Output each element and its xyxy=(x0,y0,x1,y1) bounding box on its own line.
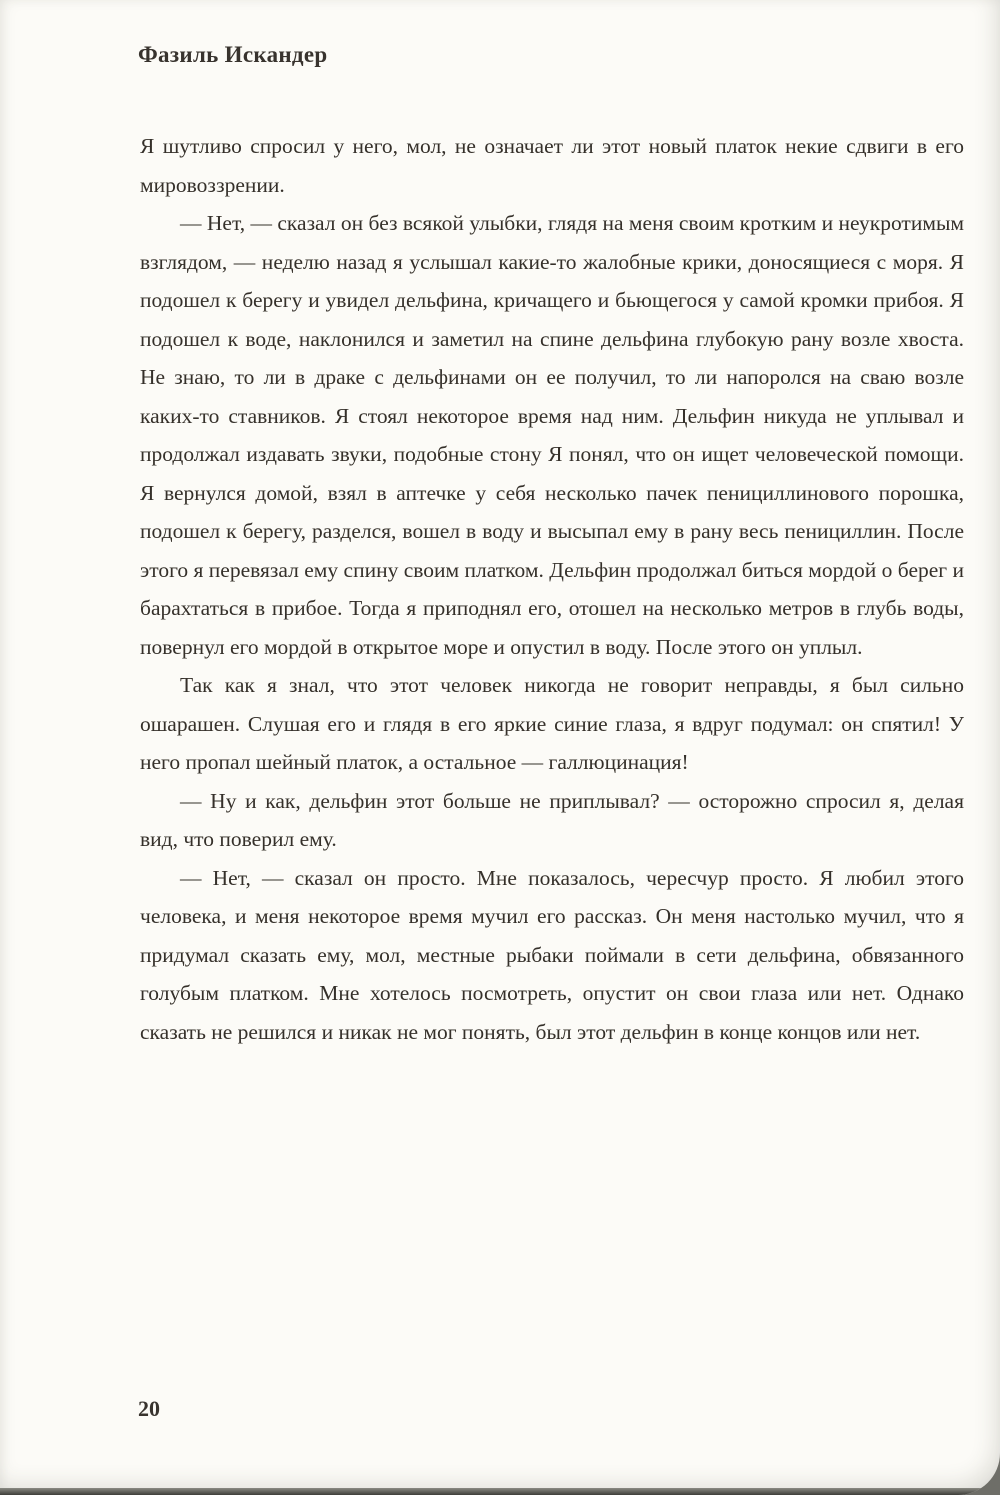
body-text xyxy=(140,127,964,1051)
running-header: Фазиль Искандер xyxy=(138,42,328,67)
paragraph-5: — Нет, — сказал он просто. Мне показалось, чересчур просто. Я любил этого человека, и меня некоторое время мучил его рассказ. Он меня настолько мучил, что я придумал сказать ему, мол, местные рыбаки поймали в сети дельфина, обвязанного голубым платком. Мне хотелось посмотреть, опустит он свои глаза или нет. Однако сказать не решился и никак не мог понять, был этот дельфин в конце концов или нет. xyxy=(140,865,964,1044)
paragraph-1: Я шутливо спросил у него, мол, не означает ли этот новый платок некие сдвиги в его мировоззрении. xyxy=(140,134,964,197)
page-number: 20 xyxy=(138,1396,160,1421)
paragraph-3: Так как я знал, что этот человек никогда не говорит неправды, я был сильно ошарашен. Слушая его и глядя в его яркие синие глаза, я вдруг подумал: он спятил! У него пропал шейный платок, а остальное — галлюцинация! xyxy=(140,673,964,774)
scan-edge xyxy=(0,1488,1000,1495)
paragraph-4: — Ну и как, дельфин этот больше не приплывал? — осторожно спросил я, делая вид, что поверил ему. xyxy=(140,788,964,851)
paragraph-2: — Нет, — сказал он без всякой улыбки, глядя на меня своим кротким и неукротимым взглядом, — неделю назад я услышал какие-то жалобные крики, доносящиеся с моря. Я подошел к берегу и увидел дельфина, кричащего и бьющегося у самой кромки прибоя. Я подошел к воде, наклонился и заметил на спине дельфина глубокую рану возле хвоста. Не знаю, то ли в драке с дельфинами он ее получил, то ли напоролся на сваю возле каких-то ставников. Я стоял некоторое время над ним. Дельфин никуда не уплывал и продолжал издавать звуки, подобные стону Я понял, что он ищет человеческой помощи. Я вернулся домой, взял в аптечке у себя несколько пачек пенициллинового порошка, подошел к берегу, разделся, вошел в воду и высыпал ему в рану весь пенициллин. После этого я перевязал ему спину своим платком. Дельфин продолжал биться мордой о берег и барахтаться в прибое. Тогда я приподнял его, отошел на несколько метров в глубь воды, повернул его мордой в открытое море и опустил в воду. После этого он уплыл. xyxy=(140,211,964,659)
